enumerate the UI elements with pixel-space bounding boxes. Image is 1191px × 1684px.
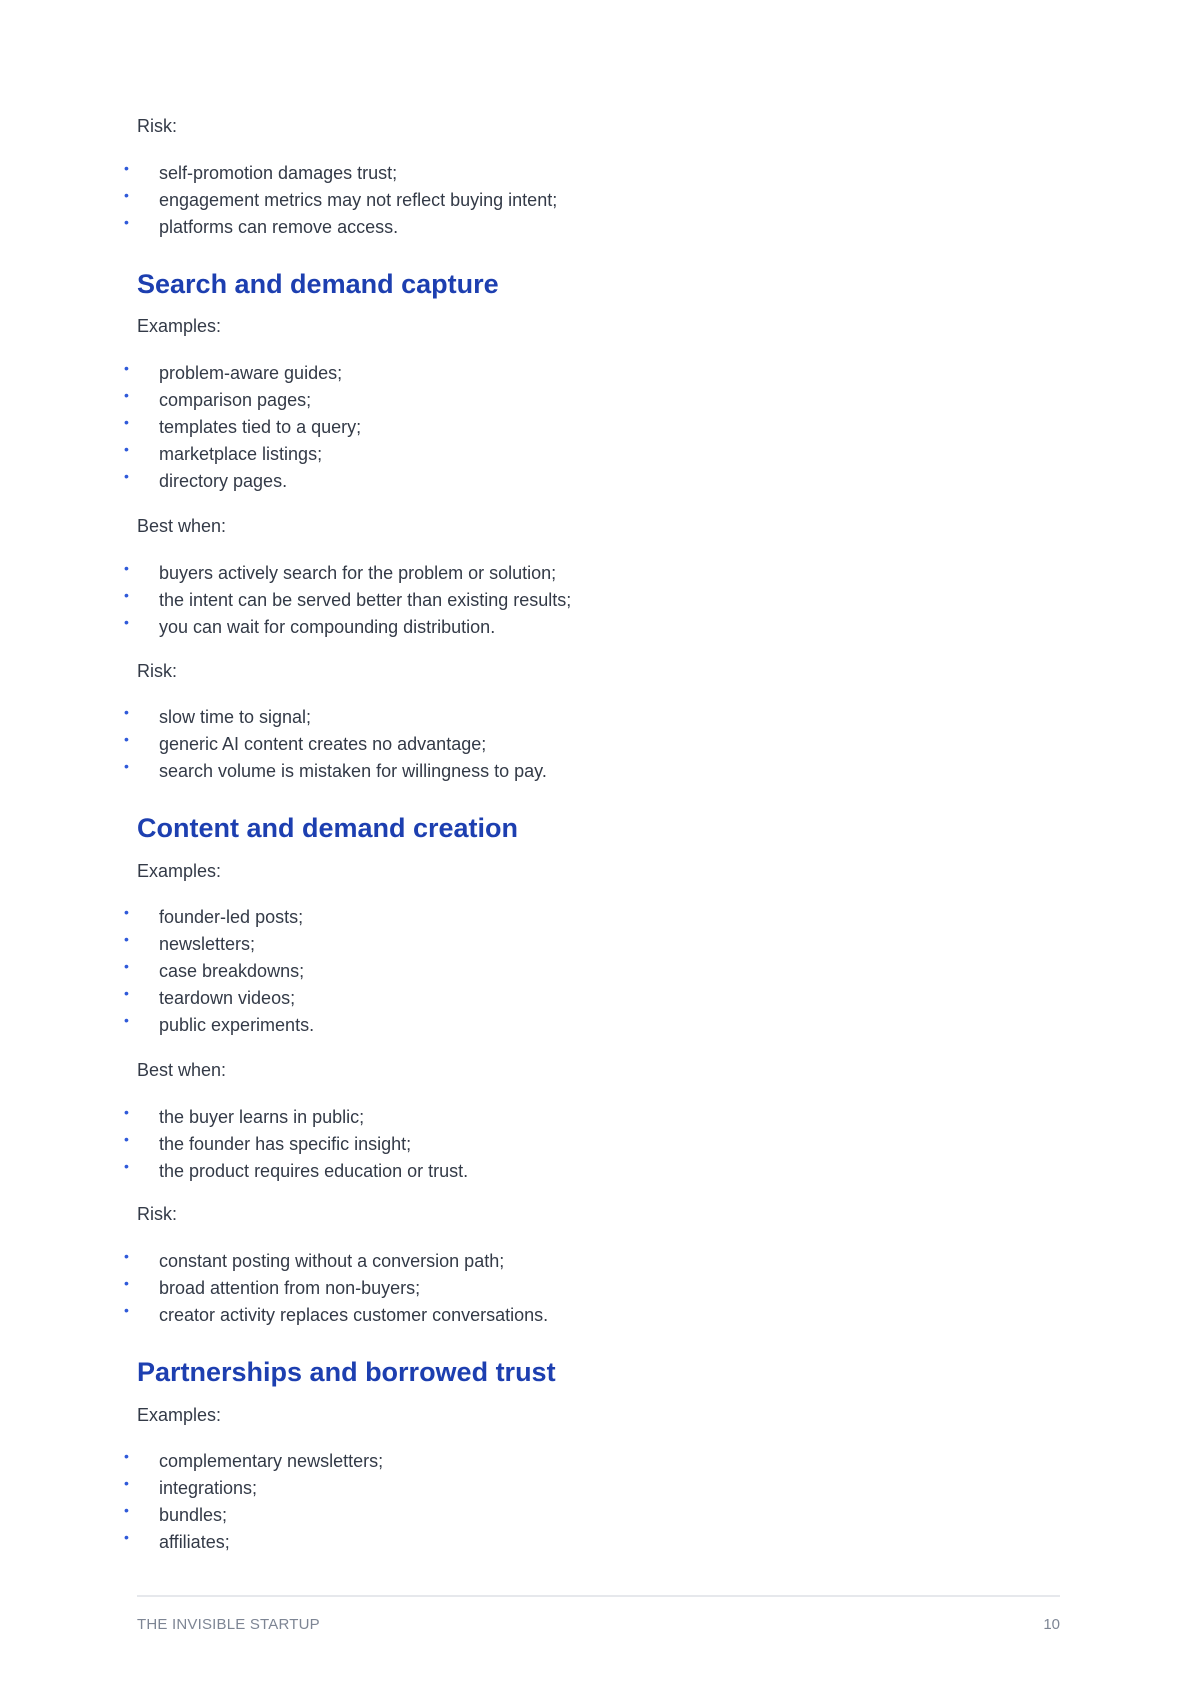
bullet-icon: •	[124, 360, 129, 376]
bullet-icon: •	[124, 187, 129, 203]
risk-list	[0, 162, 1191, 243]
examples-label: Examples:	[137, 861, 222, 881]
bullet-icon: •	[124, 1302, 129, 1318]
bullet-icon: •	[124, 1158, 129, 1174]
best-when-label: Best when:	[137, 516, 227, 536]
list-item: • newsletters;	[124, 931, 256, 954]
section-heading-partnerships: Partnerships and borrowed trust	[137, 1357, 556, 1387]
list-item: • teardown videos;	[124, 985, 296, 1008]
examples-label: Examples:	[137, 1405, 222, 1425]
page-number: 10	[1043, 1616, 1060, 1633]
risk-list	[0, 1250, 1191, 1331]
list-item: • marketplace listings;	[124, 441, 323, 464]
best-when-list	[0, 562, 1191, 643]
risk-label: Risk:	[137, 661, 177, 681]
list-item: • the buyer learns in public;	[124, 1104, 365, 1127]
list-item: • directory pages.	[124, 468, 288, 491]
bullet-icon: •	[124, 1275, 129, 1291]
bullet-icon: •	[124, 160, 129, 176]
bullet-icon: •	[124, 441, 129, 457]
bullet-icon: •	[124, 731, 129, 747]
list-item: • constant posting without a conversion path;	[124, 1248, 505, 1271]
list-item: • creator activity replaces customer conversations.	[124, 1302, 549, 1325]
bullet-icon: •	[124, 468, 129, 484]
list-item: • the founder has specific insight;	[124, 1131, 412, 1154]
list-item: • the product requires education or trust.	[124, 1158, 469, 1181]
list-item: • integrations;	[124, 1475, 258, 1498]
bullet-icon: •	[124, 587, 129, 603]
list-item: • public experiments.	[124, 1012, 315, 1035]
bullet-icon: •	[124, 1104, 129, 1120]
bullet-icon: •	[124, 904, 129, 920]
examples-list	[0, 906, 1191, 1041]
list-item: • slow time to signal;	[124, 704, 312, 727]
section-heading-search: Search and demand capture	[137, 269, 499, 299]
list-item: • complementary newsletters;	[124, 1448, 384, 1471]
list-item: • the intent can be served better than existing results;	[124, 587, 572, 610]
list-item: • templates tied to a query;	[124, 414, 362, 437]
list-item: • comparison pages;	[124, 387, 312, 410]
bullet-icon: •	[124, 704, 129, 720]
bullet-icon: •	[124, 1502, 129, 1518]
risk-label: Risk:	[137, 1204, 177, 1224]
list-item: • bundles;	[124, 1502, 228, 1525]
section-heading-content: Content and demand creation	[137, 813, 519, 843]
list-item: • engagement metrics may not reflect buying intent;	[124, 187, 558, 210]
list-item: • platforms can remove access.	[124, 214, 399, 237]
list-item: • buyers actively search for the problem or solution;	[124, 560, 557, 583]
examples-list	[0, 362, 1191, 497]
bullet-icon: •	[124, 387, 129, 403]
risk-label: Risk:	[137, 116, 177, 136]
footer-divider	[137, 1595, 1060, 1597]
list-item: • founder-led posts;	[124, 904, 304, 927]
bullet-icon: •	[124, 958, 129, 974]
footer-title: THE INVISIBLE STARTUP	[137, 1616, 320, 1633]
bullet-icon: •	[124, 1475, 129, 1491]
list-item: • broad attention from non-buyers;	[124, 1275, 421, 1298]
bullet-icon: •	[124, 1529, 129, 1545]
best-when-label: Best when:	[137, 1060, 227, 1080]
bullet-icon: •	[124, 931, 129, 947]
bullet-icon: •	[124, 214, 129, 230]
bullet-icon: •	[124, 614, 129, 630]
list-item: • problem-aware guides;	[124, 360, 343, 383]
list-item: • search volume is mistaken for willingness to pay.	[124, 758, 547, 781]
list-item: • case breakdowns;	[124, 958, 305, 981]
examples-list	[0, 1450, 1191, 1558]
bullet-icon: •	[124, 1248, 129, 1264]
bullet-icon: •	[124, 1131, 129, 1147]
bullet-icon: •	[124, 985, 129, 1001]
list-item: • generic AI content creates no advantage;	[124, 731, 487, 754]
list-item: • self-promotion damages trust;	[124, 160, 398, 183]
bullet-icon: •	[124, 1448, 129, 1464]
best-when-list	[0, 1106, 1191, 1187]
list-item: • you can wait for compounding distribution.	[124, 614, 496, 637]
bullet-icon: •	[124, 758, 129, 774]
bullet-icon: •	[124, 414, 129, 430]
bullet-icon: •	[124, 1012, 129, 1028]
risk-list	[0, 706, 1191, 787]
examples-label: Examples:	[137, 316, 222, 336]
bullet-icon: •	[124, 560, 129, 576]
list-item: • affiliates;	[124, 1529, 230, 1552]
